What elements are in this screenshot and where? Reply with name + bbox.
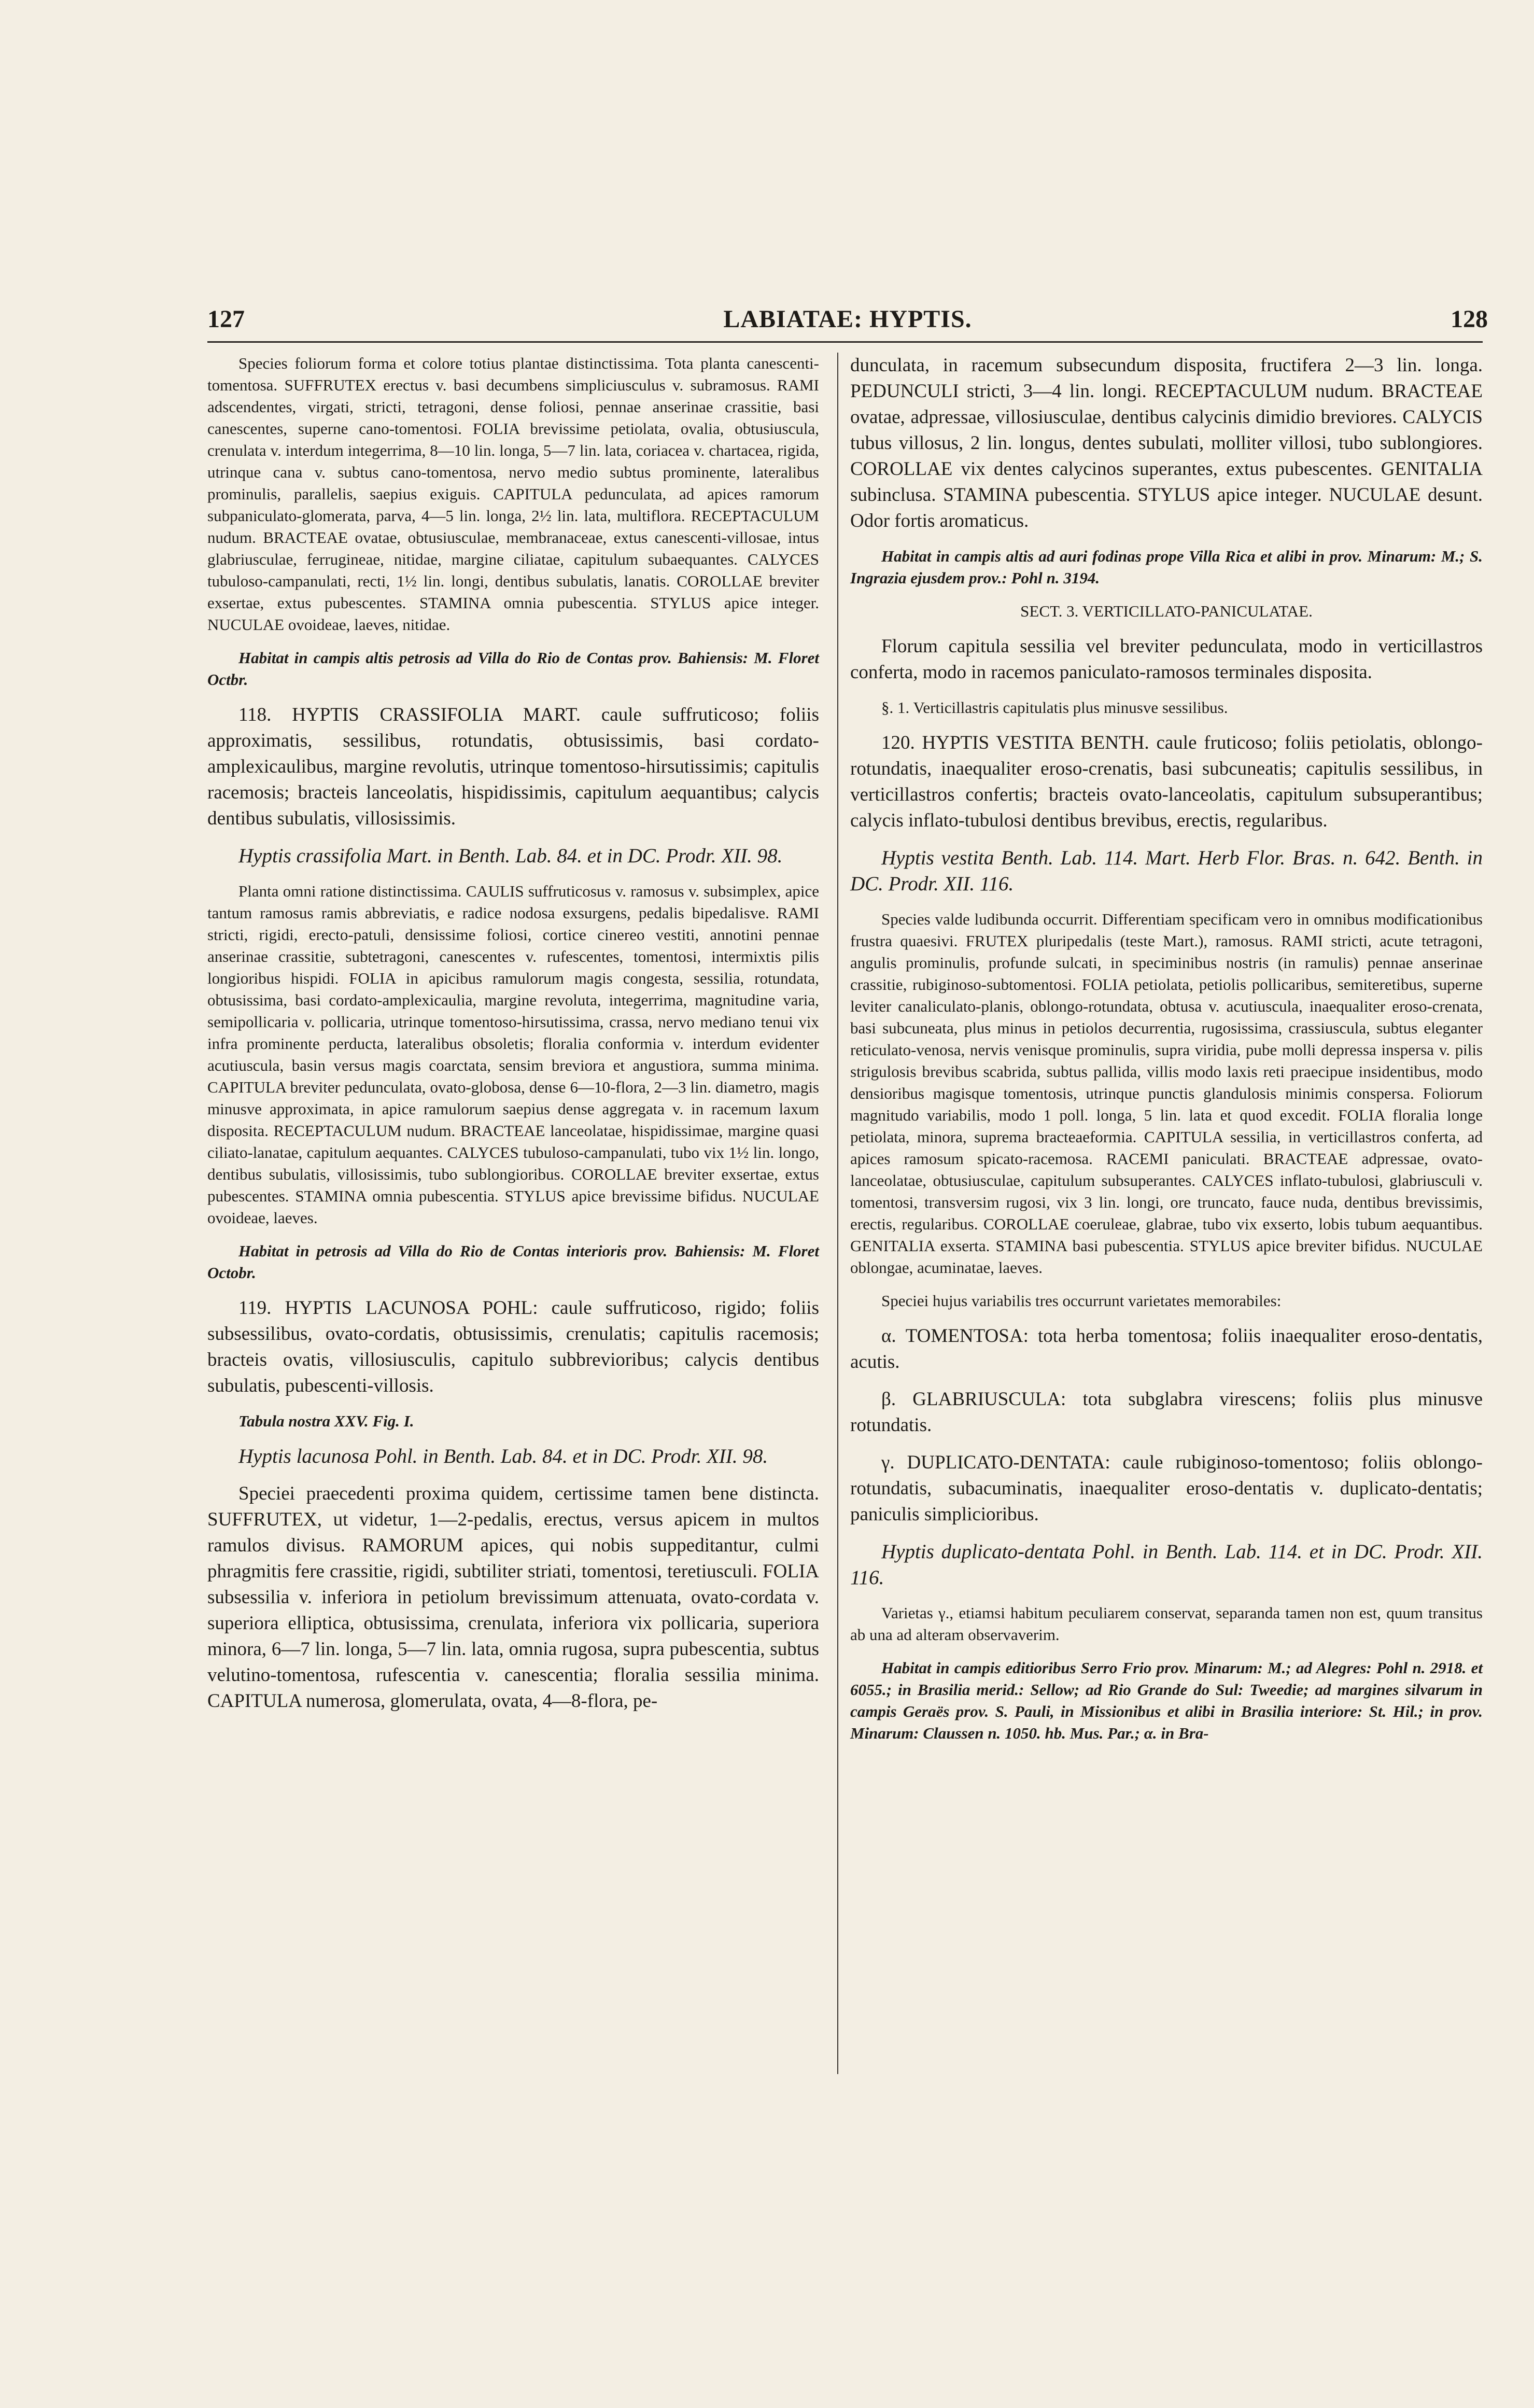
habitat-note: Habitat in campis altis petrosis ad Villa do Rio de Contas prov. Bahiensis: M. Floret Octbr. [207, 649, 819, 689]
paragraph-description-120: Species valde ludibunda occurrit. Differentiam specificam vero in omnibus modificationibus frustra quaesivi. FRUTEX pluripedalis (teste Mart.), ramosus. RAMI stricti, acute tetragoni, angulis prominulis, profunde sulcati, in speciminibus nostris (in ramulis) pennae anserinae crassitie, rubiginoso-subtomentosi. FOLIA petiolata, petiolis pollicaribus, semiteretibus, superne leviter canaliculato-planis, oblongo-rotundata, obtusa v. acutiuscula, inaequaliter eroso-crenata, basi subcuneata, plus minus in petiolos decurrentia, rugosissima, crassiuscula, subtus eleganter reticulato-venosa, nervis venisque prominulis, supra viridia, pube molli depressa inspersa v. pilis strigulosis brevibus scabrida, subtus pallida, villis modo laxis reti praecipue insidentibus, modo densioribus magisque tomentosis, utrinque punctis glandulosis minimis conspersa. Foliorum magnitudo variabilis, modo 1 poll. longa, 5 lin. lata et quod excedit. FOLIA floralia longe petiolata, minora, suprema bracteaeformia. CAPITULA sessilia, in verticillastros conferta, ad apices ramosum spicato-racemosa. RACEMI paniculati. BRACTEAE adpressae, ovato-lanceolatae, obtusiusculae, capitulum subsuperantes. CALYCES inflato-tubulosi, glabriusculi v. tomentosi, transversim rugosi, vix 3 lin. longi, ore truncato, fauce nuda, dentibus brevissimis, erectis, regularibus. COROLLAE coeruleae, glabrae, tubo vix exserto, lobis tubum aequantibus. GENITALIA exserta. STAMINA basi pubescentia. STYLUS apice breviter bifidus. NUCULAE oblongae, acuminatae, laeves. [850, 910, 1483, 1277]
left-column [207, 353, 819, 1726]
species-diagnosis-118: 118. HYPTIS CRASSIFOLIA MART. caule suffruticoso; foliis approximatis, sessilibus, rotundatis, obtusissimis, basi cordato-amplexicaulibus, margine revolutis, utrinque tomentoso-hirsutissimis; capitulis racemosis; bracteis lanceolatis, hispidissimis, capitulum aequantibus; calycis dentibus subulatis, villosissimis. [207, 704, 819, 829]
variety-gamma: γ. DUPLICATO-DENTATA: caule rubiginoso-tomentoso; foliis oblongo-rotundatis, subacuminatis, inaequaliter eroso-dentatis v. duplicato-dentatis; paniculis simplicioribus. [850, 1452, 1483, 1525]
section-heading: SECT. 3. VERTICILLATO-PANICULATAE. [1020, 602, 1313, 620]
habitat-note-119: Habitat in campis altis ad auri fodinas prope Villa Rica et alibi in prov. Minarum: M.; S. Ingrazia ejusdem prov.: Pohl n. 3194. [850, 547, 1483, 587]
right-column [850, 353, 1483, 1756]
plate-reference: Tabula nostra XXV. Fig. I. [238, 1412, 414, 1430]
paragraph-continuation: dunculata, in racemum subsecundum disposita, fructifera 2—3 lin. longa. PEDUNCULI stricti, 3—4 lin. longi. RECEPTACULUM nudum. BRACTEAE ovatae, adpressae, villosiusculae, dentibus calycinis dimidio breviores. CALYCIS tubus villosus, 2 lin. longus, dentes subulati, molliter villosi, tubo sublongiores. COROLLAE vix dentes calycinos superantes, extus pubescentes. GENITALIA subinclusa. STAMINA pubescentia. STYLUS apice integer. NUCULAE desunt. Odor fortis aromaticus. [850, 355, 1483, 531]
section-description: Florum capitula sessilia vel breviter pedunculata, modo in verticillastros conferta, modo in racemos paniculato-ramosos terminales disposita. [850, 636, 1483, 683]
subsection-heading: §. 1. Verticillastris capitulatis plus minusve sessilibus. [881, 698, 1228, 717]
paragraph-description-118: Planta omni ratione distinctissima. CAULIS suffruticosus v. ramosus v. subsimplex, apice tantum ramosus ramis abbreviatis, e radice nodosa exsurgens, pedalis bipedalisve. RAMI stricti, rigidi, erecto-patuli, densissime foliosi, cortice cinereo vestiti, annotini pennae anserinae crassitie, subtetragoni, canescentes v. rufescentes, tomentosi, intermixtis pilis longioribus hispidi. FOLIA in apicibus ramulorum magis congesta, sessilia, rotundata, obtusissima, basi cordato-amplexicaulia, margine revoluta, integerrima, magnitudine varia, semipollicaria v. pollicaria, utrinque tomentoso-hirsutissima, crassa, nervo mediano tenui vix infra prominente perducta, lateralibus obsoletis; floralia conformia v. interdum evidenter acutiuscula, basin versus magis coarctata, sensim breviora et angustiora, summa minima. CAPITULA breviter pedunculata, ovato-globosa, dense 6—10-flora, 2—3 lin. diametro, magis minusve approximata, in apice ramulorum saepius dense aggregata v. in racemum laxum disposita. RECEPTACULUM nudum. BRACTEAE lanceolatae, hispidissimae, margine quasi ciliato-lanatae, capitulum aequantes. CALYCES tubuloso-campanulati, tubo vix 1½ lin. longo, dentibus subulatis, villosissimis, tubo sublongioribus. COROLLAE breviter exsertae, extus pubescentes. STAMINA omnia pubescentia. STYLUS apice brevissime bifidus. NUCULAE ovoideae, laeves. [207, 882, 819, 1227]
habitat-note-120: Habitat in campis editioribus Serro Frio prov. Minarum: M.; ad Alegres: Pohl n. 2918. et 6055.; in Brasilia merid.: Sellow; ad Rio Grande do Sul: Tweedie; ad margines silvarum in campis Geraës prov. S. Pauli, in Missionibus et alibi in Brasilia interiore: St. Hil.; in prov. Minarum: Claussen n. 1050. hb. Mus. Par.; α. in Bra- [850, 1659, 1483, 1742]
page-header [207, 305, 1488, 341]
citation-119: Hyptis lacunosa Pohl. in Benth. Lab. 84. et in DC. Prodr. XII. 98. [238, 1445, 768, 1467]
column-divider [837, 353, 838, 2074]
running-title: LABIATAE: HYPTIS. [723, 305, 972, 333]
citation-118: Hyptis crassifolia Mart. in Benth. Lab. 84. et in DC. Prodr. XII. 98. [238, 845, 783, 867]
citation-gamma: Hyptis duplicato-dentata Pohl. in Benth. Lab. 114. et in DC. Prodr. XII. 116. [850, 1541, 1483, 1589]
variety-note: Varietas γ., etiamsi habitum peculiarem conservat, separanda tamen non est, quum transitus ab una ad alteram observaverim. [850, 1604, 1483, 1644]
paragraph-description: Species foliorum forma et colore totius plantae distinctissima. Tota planta canescenti-tomentosa. SUFFRUTEX erectus v. basi decumbens simpliciusculus v. subramosus. RAMI adscendentes, virgati, stricti, tetragoni, dense foliosi, pennae anserinae crassitie, basi canescentes, superne cano-tomentosi. FOLIA brevissime petiolata, ovalia, obtusiuscula, crenulata v. interdum integerrima, 8—10 lin. longa, 5—7 lin. lata, coriacea v. chartacea, rigida, utrinque cana v. subtus cano-tomentosa, nervo medio subtus prominente, lateralibus prominulis, parallelis, saepius exiguis. CAPITULA pedunculata, ad apices ramorum subpaniculato-glomerata, parva, 4—5 lin. longa, 2½ lin. lata, multiflora. RECEPTACULUM nudum. BRACTEAE ovatae, obtusiusculae, membranaceae, extus canescenti-villosae, intus glabriusculae, ferrugineae, nitidae, margine ciliatae, capitulum subaequantes. CALYCES tubuloso-campanulati, recti, 1½ lin. longi, dentibus subulatis, lanatis. COROLLAE breviter exsertae, extus pubescentes. STAMINA omnia pubescentia. STYLUS apice integer. NUCULAE ovoideae, laeves, nitidae. [207, 354, 819, 634]
header-rule [207, 341, 1483, 343]
citation-120: Hyptis vestita Benth. Lab. 114. Mart. Herb Flor. Bras. n. 642. Benth. in DC. Prodr. XII. 116. [850, 847, 1483, 895]
species-diagnosis-120: 120. HYPTIS VESTITA BENTH. caule fruticoso; foliis petiolatis, oblongo-rotundatis, inaequaliter eroso-crenatis, basi subcuneatis; capitulis sessilibus, in verticillastros confertis; bracteis ovato-lanceolatis, capitulum subsuperantibus; calycis inflato-tubulosi dentibus brevibus, erectis, regularibus. [850, 732, 1483, 831]
habitat-note-118: Habitat in petrosis ad Villa do Rio de Contas interioris prov. Bahiensis: M. Floret Octobr. [207, 1242, 819, 1282]
page-number-left: 127 [207, 305, 245, 333]
species-diagnosis-119: 119. HYPTIS LACUNOSA POHL: caule suffruticoso, rigido; foliis subsessilibus, ovato-cordatis, obtusissimis, crenulatis; capitulis racemosis; bracteis ovatis, villosiusculis, capitulo subbrevioribus; calycis dentibus subulatis, pubescenti-villosis. [207, 1297, 819, 1396]
varieties-intro: Speciei hujus variabilis tres occurrunt varietates memorabiles: [881, 1292, 1282, 1310]
paragraph-description-119: Speciei praecedenti proxima quidem, certissime tamen bene distincta. SUFFRUTEX, ut videtur, 1—2-pedalis, erectus, versus apicem in multos ramulos divisus. RAMORUM apices, qui nobis suppeditantur, culmi phragmitis fere crassitie, rigidi, subtiliter striati, tomentosi, teretiusculi. FOLIA subsessilia v. inferiora in petiolum brevissimum attenuata, ovato-cordata v. superiora elliptica, obtusissima, crenulata, inferiora vix pollicaria, superiora minora, 6—7 lin. longa, 5—7 lin. lata, omnia rugosa, supra pubescentia, subtus velutino-tomentosa, rufescentia v. canescentia; floralia sessilia minima. CAPITULA numerosa, glomerulata, ovata, 4—8-flora, pe- [207, 1483, 819, 1712]
variety-alpha: α. TOMENTOSA: tota herba tomentosa; foliis inaequaliter eroso-dentatis, acutis. [850, 1325, 1483, 1373]
page-number-right: 128 [1451, 305, 1488, 333]
variety-beta: β. GLABRIUSCULA: tota subglabra virescens; foliis plus minusve rotundatis. [850, 1389, 1483, 1436]
